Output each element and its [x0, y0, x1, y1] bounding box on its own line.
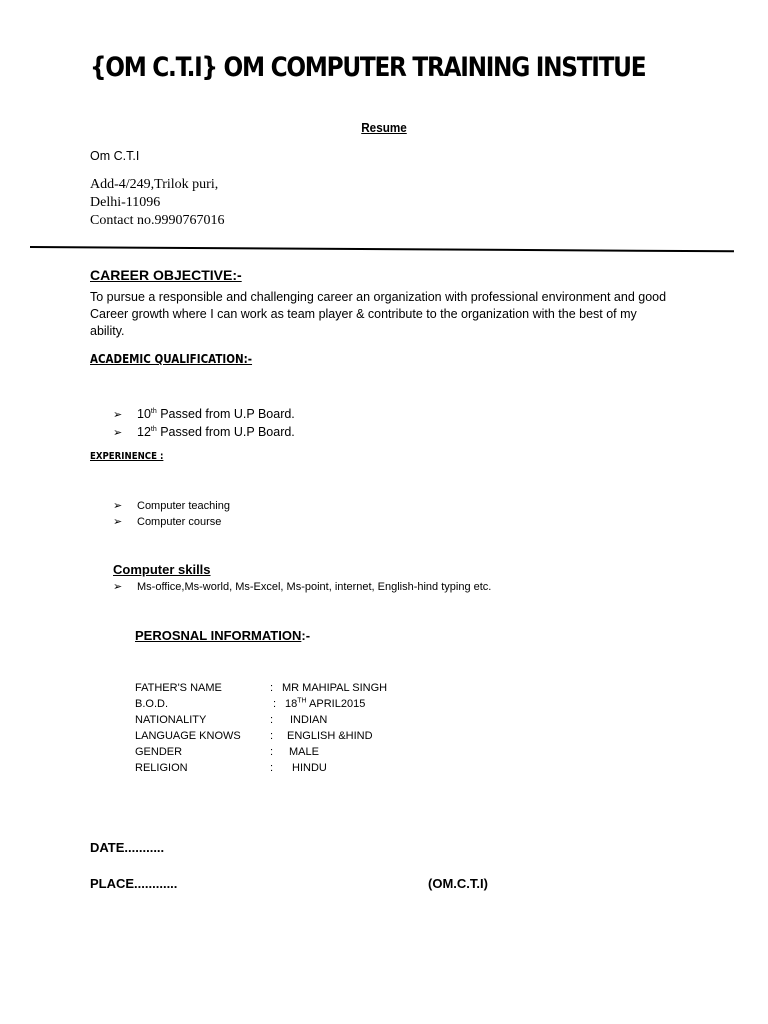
resume-heading: Resume [361, 120, 407, 135]
academic-heading: ACADEMIC QUALIFICATION:- [90, 352, 253, 366]
arrow-bullet-icon: ➢ [113, 427, 123, 439]
experience-item-text: Computer course [137, 516, 222, 528]
address-line-2: Delhi-11096 [90, 195, 161, 210]
horizontal-divider [30, 246, 734, 252]
personal-information-heading: PEROSNAL INFORMATION:- [135, 628, 311, 643]
skills-item-text: Ms-office,Ms-world, Ms-Excel, Ms-point, internet, English-hind typing etc. [137, 581, 492, 593]
signature-label: (OM.C.T.I) [428, 876, 488, 891]
career-objective-line-1: To pursue a responsible and challenging career an organization with professional environment and good [90, 290, 667, 304]
career-objective-line-2: Career growth where I can work as team player & contribute to the organization with the best of my [90, 307, 637, 321]
list-item [113, 406, 295, 424]
experience-item-text: Computer teaching [137, 500, 230, 512]
org-name: Om C.T.I [90, 149, 140, 163]
list-item [113, 424, 295, 442]
academic-list [113, 406, 295, 442]
contact-number: Contact no.9990767016 [90, 213, 225, 228]
computer-skills-heading: Computer skills [113, 562, 211, 577]
arrow-bullet-icon: ➢ [113, 516, 123, 528]
document-title: {OM C.T.I} OM COMPUTER TRAINING INSTITUE [90, 52, 646, 83]
arrow-bullet-icon: ➢ [113, 581, 123, 593]
arrow-bullet-icon: ➢ [113, 409, 123, 421]
list-item [113, 514, 230, 530]
academic-item-text: 12th Passed from U.P Board. [137, 425, 295, 439]
career-objective-text [90, 289, 690, 340]
career-objective-heading: CAREER OBJECTIVE:- [90, 267, 242, 283]
experience-list [113, 498, 230, 530]
experience-heading: EXPERINENCE : [90, 451, 164, 462]
career-objective-line-3: ability. [90, 324, 125, 338]
academic-item-text: 10th Passed from U.P Board. [137, 407, 295, 421]
arrow-bullet-icon: ➢ [113, 500, 123, 512]
place-field: PLACE............ [90, 876, 178, 891]
address-line-1: Add-4/249,Trilok puri, [90, 177, 219, 192]
skills-list [113, 579, 491, 595]
list-item [113, 498, 230, 514]
list-item [113, 579, 491, 595]
date-field: DATE........... [90, 840, 165, 855]
